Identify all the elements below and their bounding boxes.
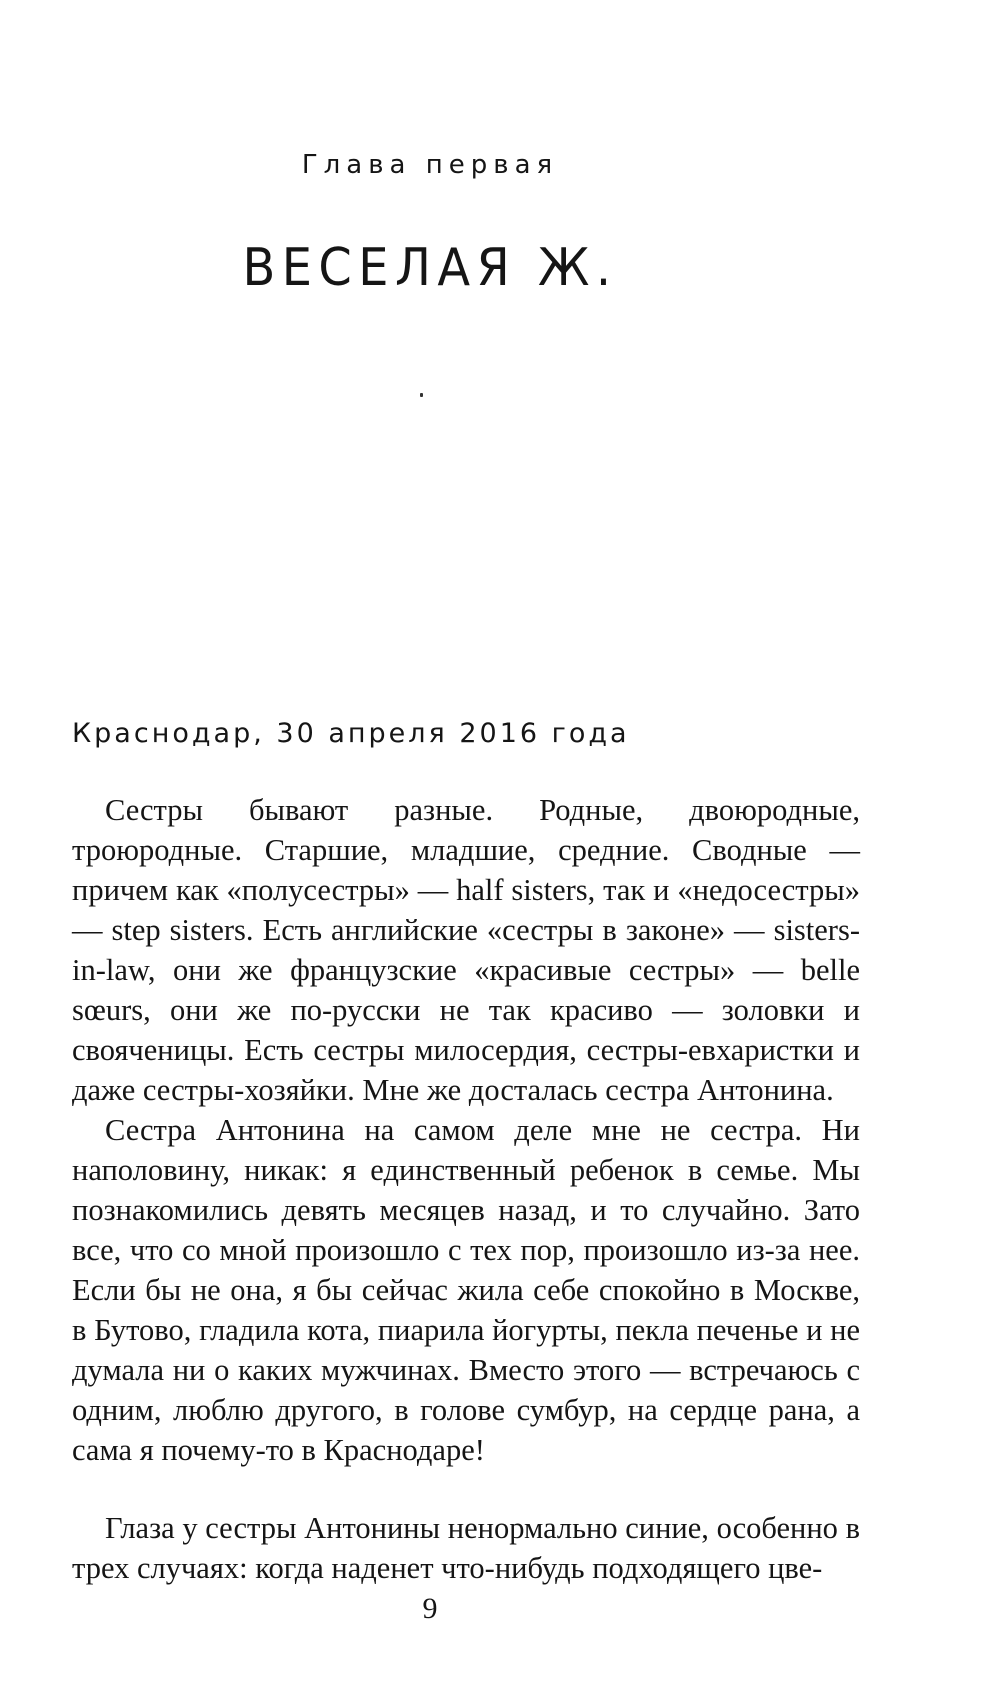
dateline: Краснодар, 30 апреля 2016 года <box>72 718 630 749</box>
body-text <box>72 790 860 1588</box>
ink-dot <box>420 393 423 397</box>
paragraph-3: Глаза у сестры Антонины ненормально синие, особенно в трех случаях: когда наденет что-нибудь подходящего цве- <box>72 1511 860 1585</box>
chapter-title: ВЕСЕЛАЯ Ж. <box>242 238 618 298</box>
chapter-label: Глава первая <box>301 150 559 180</box>
page-number: 9 <box>422 1592 438 1625</box>
paragraph-1: Сестры бывают разные. Родные, двоюродные, троюродные. Старшие, младшие, средние. Сводные — причем как «полусестры» — half sisters, так и «недосестры» — step sisters. Есть английские «сестры в законе» — sisters-in-law, они же французские «красивые сестры» — belle sœurs, они же по-русски не так красиво — золовки и свояченицы. Есть сестры милосердия, сестры-евхаристки и даже сестры-хозяйки. Мне же досталась сестра Антонина. <box>72 793 860 1107</box>
paragraph-2: Сестра Антонина на самом деле мне не сестра. Ни наполовину, никак: я единственный ребенок в семье. Мы познакомились девять месяцев назад, и то случайно. Зато все, что со мной произошло с тех пор, произошло из-за нее. Если бы не она, я бы сейчас жила себе спокойно в Москве, в Бутово, гладила кота, пиарила йогурты, пекла печенье и не думала ни о каких мужчинах. Вместо этого — встречаюсь с одним, люблю другого, в голове сумбур, на сердце рана, а сама я почему-то в Краснодаре! <box>72 1113 860 1467</box>
